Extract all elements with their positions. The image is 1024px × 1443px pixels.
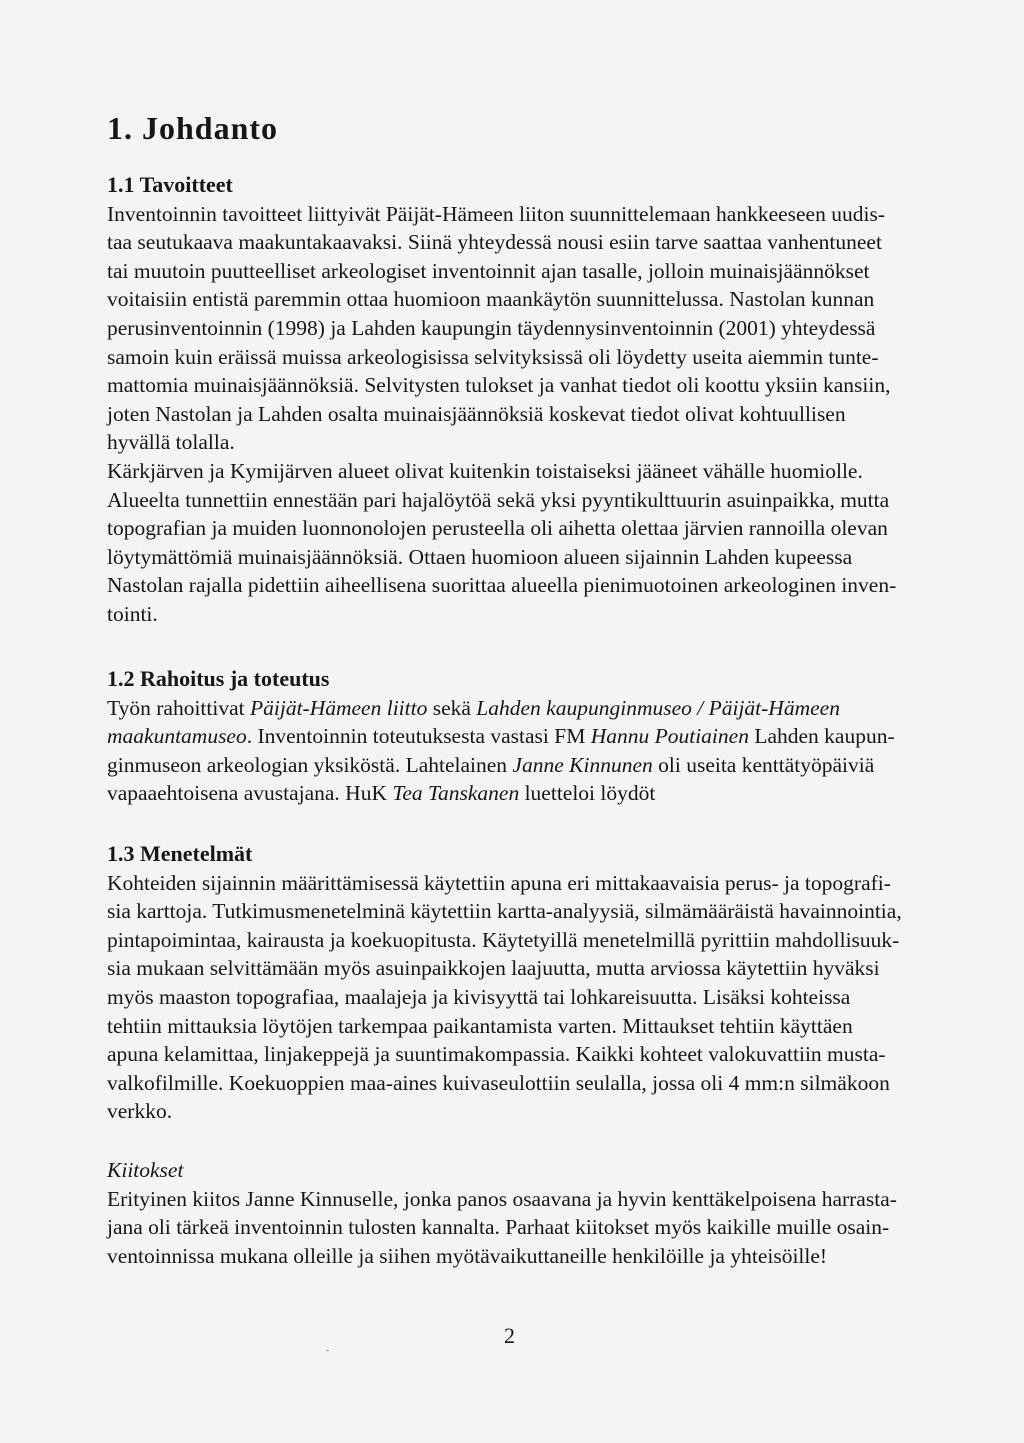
body-line: sia mukaan selvittämään myös asuinpaikkojen laajuutta, mutta arviossa käytettiin hyväksi <box>107 956 880 981</box>
body-line: vapaaehtoisena avustajana. HuK Tea Tanskanen luetteloi löydöt <box>107 781 656 806</box>
section-menetelmat <box>107 840 927 1126</box>
section-heading: 1.2 Rahoitus ja toteutus <box>107 666 330 691</box>
section-heading: 1.1 Tavoitteet <box>107 172 233 197</box>
body-line: mattomia muinaisjäännöksiä. Selvitysten tulokset ja vanhat tiedot oli koottu yksiin kansiin, <box>107 373 891 398</box>
body-line: jana oli tärkeä inventoinnin tulosten kannalta. Parhaat kiitokset myös kaikille muille osain- <box>107 1215 890 1240</box>
body-line: taa seutukaava maakuntakaavaksi. Siinä yhteydessä nousi esiin tarve saattaa vanhentuneet <box>107 230 882 255</box>
body-line: Työn rahoittivat Päijät-Hämeen liitto sekä Lahden kaupunginmuseo / Päijät-Hämeen <box>107 695 840 720</box>
section-heading: 1.3 Menetelmät <box>107 841 253 866</box>
italic-name: Tea Tanskanen <box>392 781 520 806</box>
body-line: topografian ja muiden luonnonolojen perusteella oli aihetta olettaa järvien rannoilla olevan <box>107 516 888 541</box>
italic-name: Hannu Poutiainen <box>590 724 749 749</box>
body-line: hyvällä tolalla. <box>107 430 235 455</box>
body-line: Inventoinnin tavoitteet liittyivät Päijät-Hämeen liiton suunnittelemaan hankkeeseen uudis- <box>107 201 885 226</box>
body-line: tointi. <box>107 601 158 626</box>
section-tavoitteet <box>107 171 927 629</box>
section-body <box>107 869 927 1126</box>
section-rahoitus <box>107 665 927 808</box>
body-line: Nastolan rajalla pidettiin aiheellisena suorittaa alueella pienimuotoinen arkeologinen inven- <box>107 573 897 598</box>
body-line: sia karttoja. Tutkimusmenetelminä käytettiin kartta-analyysiä, silmämääräistä havainnointia, <box>107 899 902 924</box>
body-line: apuna kelamittaa, linjakeppejä ja suuntimakompassia. Kaikki kohteet valokuvattiin musta- <box>107 1042 886 1067</box>
body-line: Kohteiden sijainnin määrittämisessä käytettiin apuna eri mittakaavaisia perus- ja topografi- <box>107 870 891 895</box>
body-line: tehtiin mittauksia löytöjen tarkempaa paikantamista varten. Mittaukset tehtiin käyttäen <box>107 1013 853 1038</box>
italic-name: Lahden kaupunginmuseo / Päijät-Hämeen <box>476 695 840 720</box>
section-body <box>107 694 927 808</box>
page-number: 2 <box>504 1323 515 1348</box>
body-line: pintapoimintaa, kairausta ja koekuopitusta. Käytetyillä menetelmillä pyrittiin mahdollisuuk- <box>107 927 900 952</box>
body-line: verkko. <box>107 1099 173 1124</box>
body-line: Kärkjärven ja Kymijärven alueet olivat kuitenkin toistaiseksi jääneet vähälle huomiolle. <box>107 458 863 483</box>
body-line: ventoinnissa mukana olleille ja siihen myötävaikuttaneille henkilöille ja yhteisöille! <box>107 1243 828 1268</box>
body-line: maakuntamuseo. Inventoinnin toteutuksesta vastasi FM Hannu Poutiainen Lahden kaupun- <box>107 724 895 749</box>
body-line: ginmuseon arkeologian yksiköstä. Lahtelainen Janne Kinnunen oli useita kenttätyöpäiviä <box>107 752 875 777</box>
italic-name: maakuntamuseo <box>107 724 247 749</box>
chapter-title: 1. Johdanto <box>107 110 279 146</box>
body-line: joten Nastolan ja Lahden osalta muinaisjäännöksiä koskevat tiedot olivat kohtuullisen <box>107 401 846 426</box>
body-line: valkofilmille. Koekuoppien maa-aines kuivaseulottiin seulalla, jossa oli 4 mm:n silmäkoon <box>107 1070 890 1095</box>
body-line: Alueelta tunnettiin ennestään pari hajalöytöä sekä yksi pyyntikulttuurin asuinpaikka, mutta <box>107 487 890 512</box>
body-line: voitaisiin entistä paremmin ottaa huomioon maankäytön suunnittelussa. Nastolan kunnan <box>107 287 875 312</box>
section-body <box>107 1185 927 1271</box>
body-line: samoin kuin eräissä muissa arkeologisissa selvityksissä oli löydetty useita aiemmin tunte- <box>107 344 879 369</box>
body-line: Erityinen kiitos Janne Kinnuselle, jonka panos osaavana ja hyvin kenttäkelpoisena harrasta- <box>107 1186 897 1211</box>
body-line: tai muutoin puutteelliset arkeologiset inventoinnit ajan tasalle, jolloin muinaisjäännökset <box>107 258 870 283</box>
section-body <box>107 200 927 629</box>
body-line: myös maaston topografiaa, maalajeja ja kivisyyttä tai lohkareisuutta. Lisäksi kohteissa <box>107 984 851 1009</box>
acknowledgements-heading: Kiitokset <box>107 1158 184 1182</box>
scan-speck <box>326 1350 329 1351</box>
body-line: perusinventoinnin (1998) ja Lahden kaupungin täydennysinventoinnin (2001) yhteydessä <box>107 315 876 340</box>
italic-name: Päijät-Hämeen liitto <box>250 695 428 720</box>
section-kiitokset <box>107 1156 927 1270</box>
body-line: löytymättömiä muinaisjäännöksiä. Ottaen huomioon alueen sijainnin Lahden kupeessa <box>107 544 853 569</box>
italic-name: Janne Kinnunen <box>512 752 653 777</box>
